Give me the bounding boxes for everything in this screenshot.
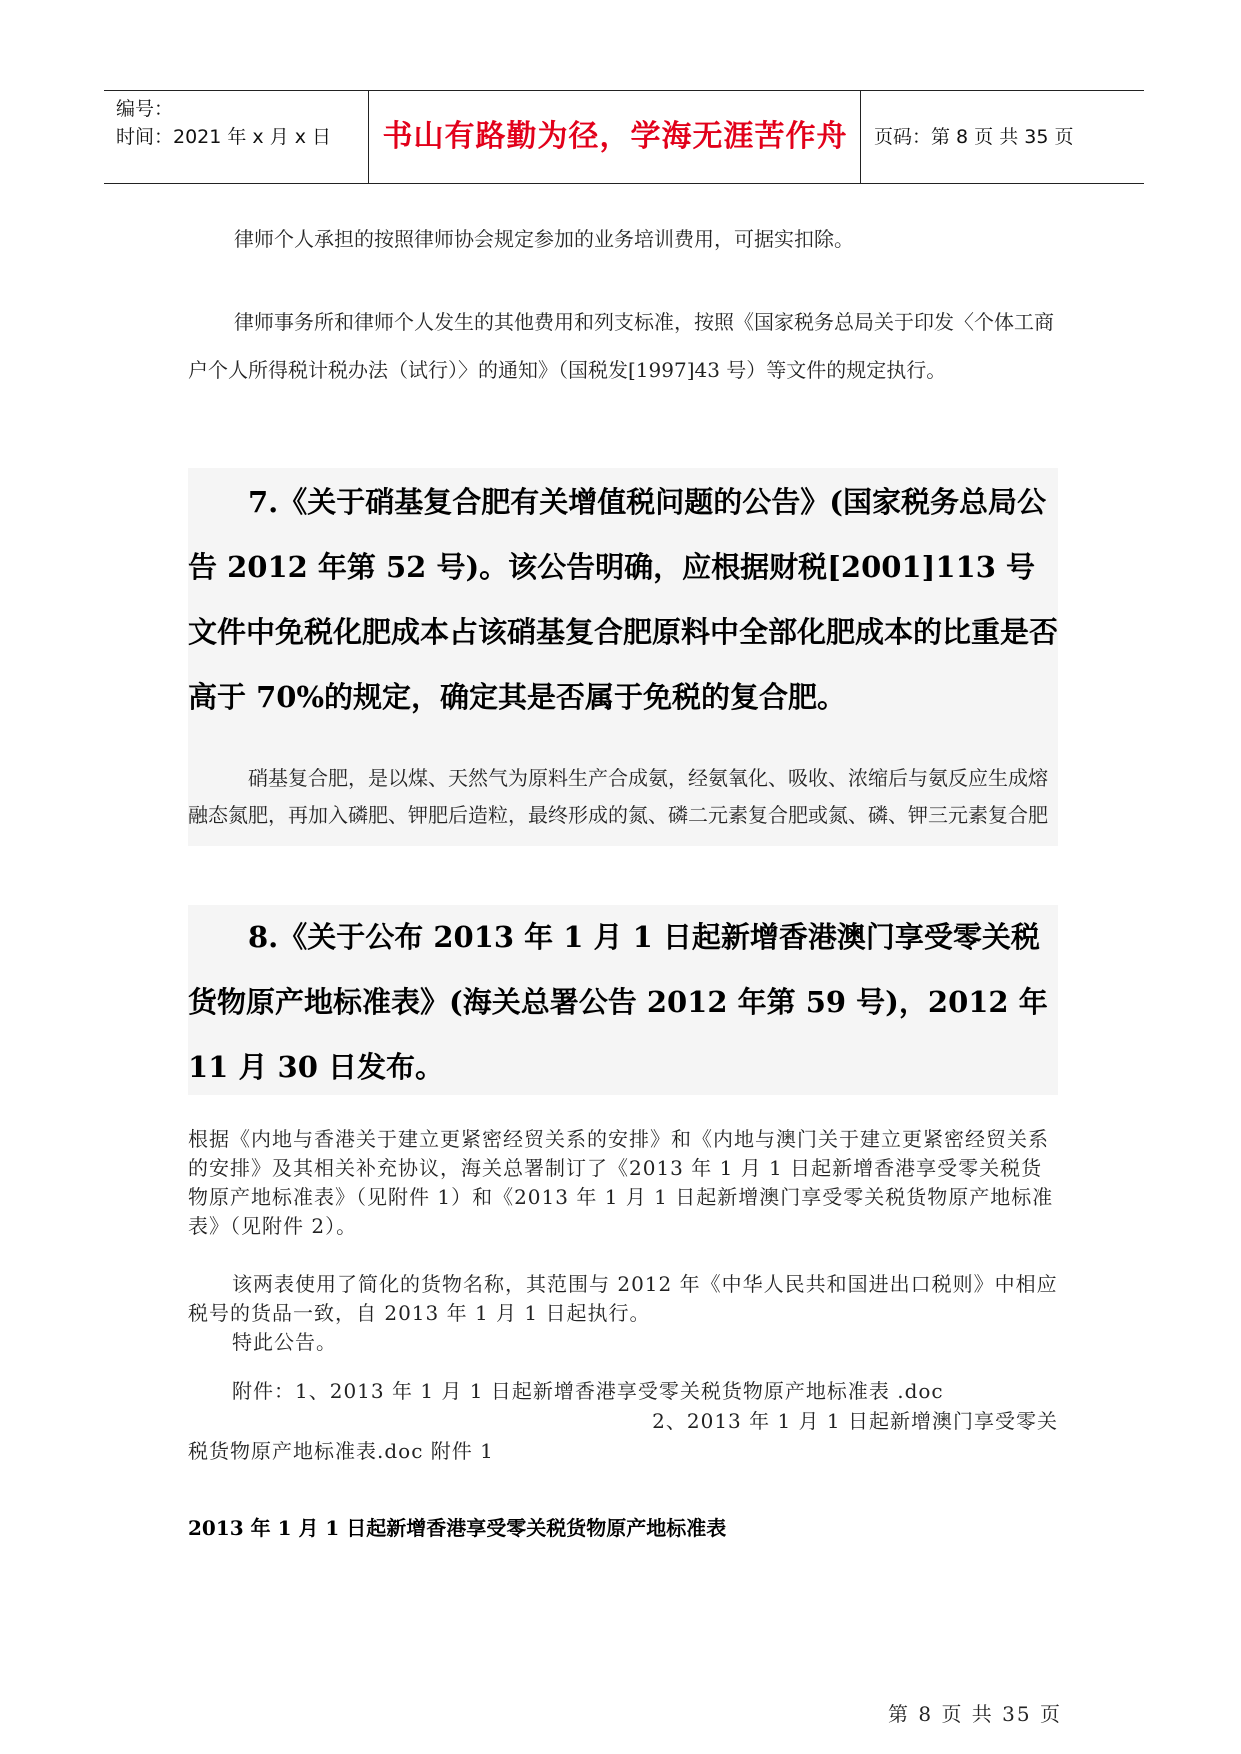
table-title: 2013 年 1 月 1 日起新增香港享受零关税货物原产地标准表 [188,1516,727,1540]
header-time: 时间：2021 年 x 月 x 日 [116,126,332,148]
heading-item-8: 8.《关于公布 2013 年 1 月 1 日起新增香港澳门享受零关税货物原产地标准表》(海关总署公告 2012 年第 59 号)，2012 年 11 月 30 日发布。 [188,920,1048,1084]
attachment-line-2: 2、2013 年 1 月 1 日起新增澳门享受零关 [652,1409,1058,1433]
header-divider [860,91,861,183]
paragraph-notice: 特此公告。 [232,1330,337,1354]
header-meta [116,95,366,151]
heading-item-7: 7.《关于硝基复合肥有关增值税问题的公告》(国家税务总局公告 2012 年第 52 号)。该公告明确，应根据财税[2001]113 号文件中免税化肥成本占该硝基复合肥原料中全部化肥成本的比重是否高于 70%的规定，确定其是否属于免税的复合肥。 [188,485,1059,714]
paragraph-scope: 该两表使用了简化的货物名称，其范围与 2012 年《中华人民共和国进出口税则》中相应税号的货品一致，自 2013 年 1 月 1 日起执行。 [188,1272,1058,1325]
page-footer: 第 8 页 共 35 页 [888,1702,1062,1726]
header-divider [368,91,369,183]
attachment-line-1: 附件：1、2013 年 1 月 1 日起新增香港享受零关税货物原产地标准表 .doc [232,1379,944,1403]
header-page-number: 页码：第 8 页 共 35 页 [874,126,1074,148]
page-header [104,90,1144,184]
paragraph-training-fees: 律师个人承担的按照律师协会规定参加的业务培训费用，可据实扣除。 [234,227,854,251]
attachment-line-3: 税货物原产地标准表.doc 附件 1 [188,1439,494,1463]
header-number: 编号： [116,98,174,120]
header-motto: 书山有路勤为径，学海无涯苦作舟 [382,119,848,154]
paragraph-announcement: 根据《内地与香港关于建立更紧密经贸关系的安排》和《内地与澳门关于建立更紧密经贸关系的安排》及其相关补充协议，海关总署制订了《2013 年 1 月 1 日起新增香港享受零关税货物原产地标准表》（见附件 1）和《2013 年 1 月 1 日起新增澳门享受零关税货物原产地标准表》（见附件 2）。 [188,1127,1054,1238]
paragraph-other-expenses: 律师事务所和律师个人发生的其他费用和列支标准，按照《国家税务总局关于印发〈个体工商户个人所得税计税办法（试行）〉的通知》（国税发[1997]43 号）等文件的规定执行。 [188,310,1054,382]
paragraph-nitro-fertilizer: 硝基复合肥，是以煤、天然气为原料生产合成氨，经氨氧化、吸收、浓缩后与氨反应生成熔融态氮肥，再加入磷肥、钾肥后造粒，最终形成的氮、磷二元素复合肥或氮、磷、钾三元素复合肥 [188,766,1048,827]
